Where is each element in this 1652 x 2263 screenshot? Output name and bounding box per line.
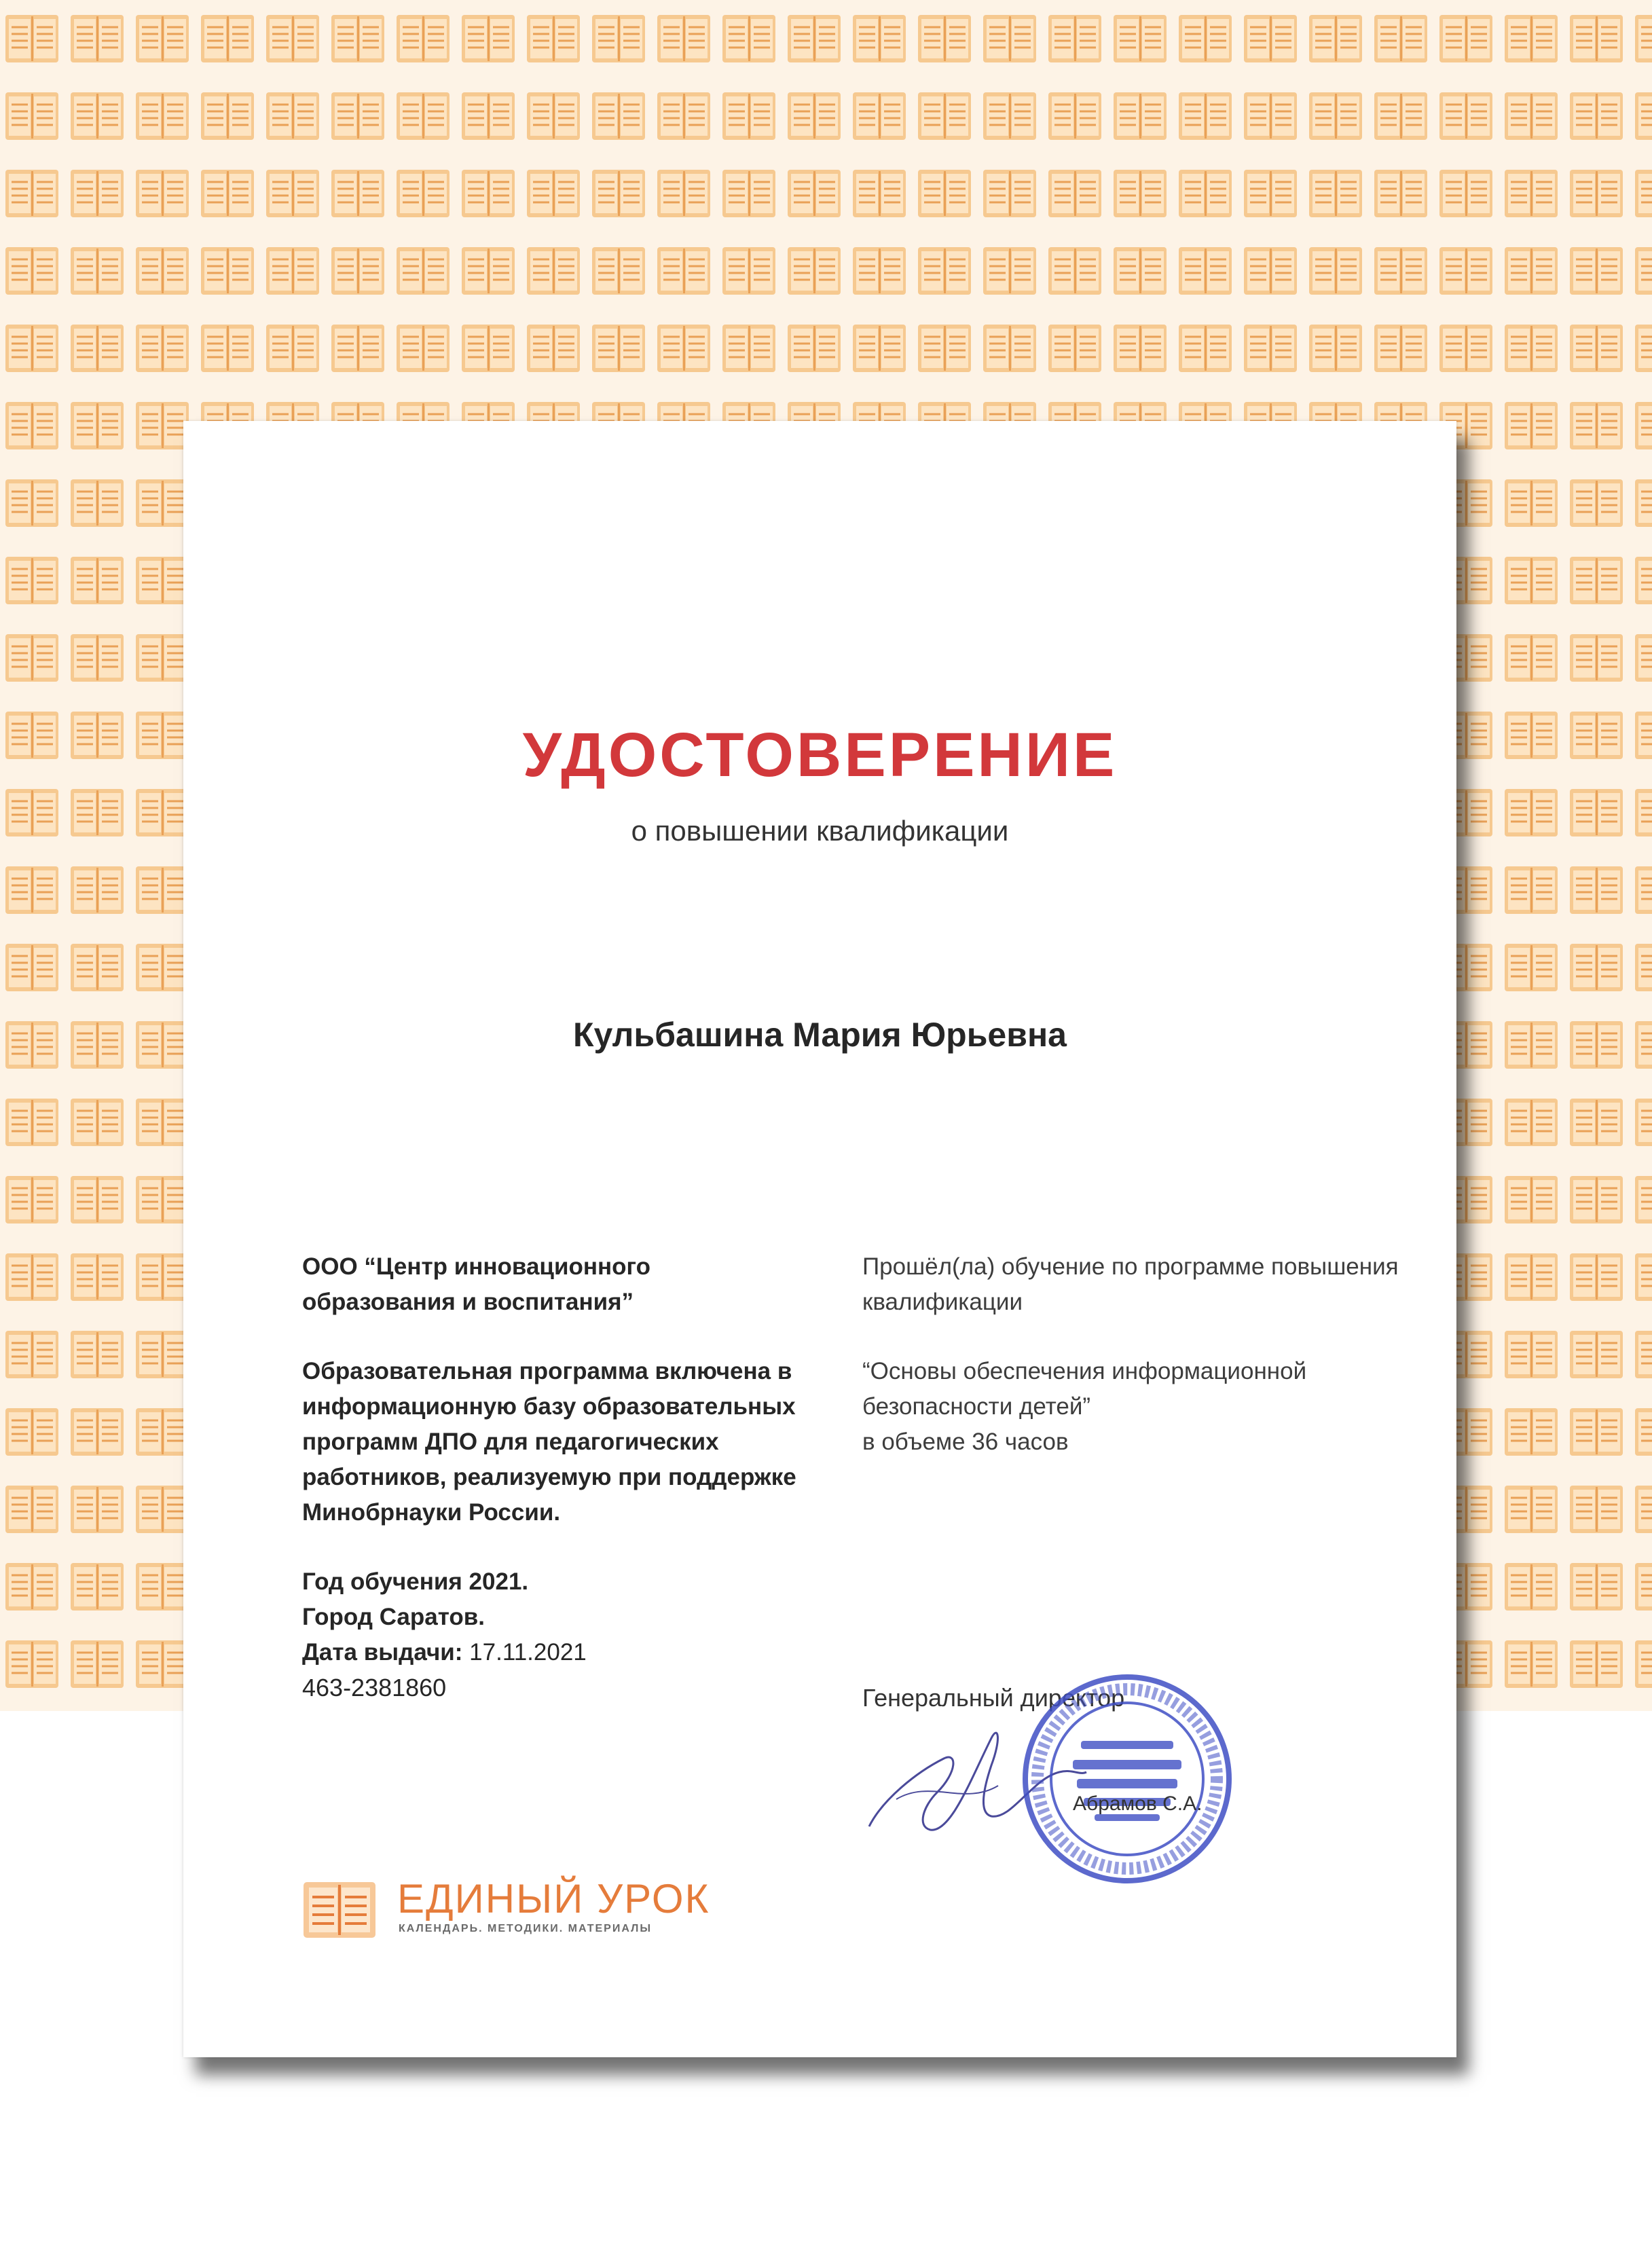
- logo-tagline: КАЛЕНДАРЬ. МЕТОДИКИ. МАТЕРИАЛЫ: [399, 1923, 652, 1934]
- book-logo-icon: [302, 1881, 377, 1939]
- recipient-name: Кульбашина Мария Юрьевна: [573, 1016, 1067, 1054]
- right-column: [862, 1249, 1419, 1460]
- issue-date-label: Дата выдачи:: [302, 1639, 463, 1666]
- organization-name: ООО “Центр инновационного образования и воспитания”: [302, 1253, 651, 1315]
- completed-text: Прошёл(ла) обучение по программе повышения квалификации: [862, 1253, 1399, 1315]
- issue-date-value: 17.11.2021: [462, 1639, 587, 1666]
- program-info: Образовательная программа включена в информационную базу образовательных программ ДПО для педагогических работников, реализуемую при поддержке Минобрнауки России.: [302, 1358, 796, 1526]
- year-line: Год обучения 2021.: [302, 1568, 529, 1595]
- signature-area: [856, 1670, 1290, 1894]
- city-line: Город Саратов.: [302, 1604, 485, 1630]
- certificate-subtitle: о повышении квалификации: [631, 815, 1009, 847]
- program-name: “Основы обеспечения информационной безопасности детей”: [862, 1358, 1307, 1420]
- certificate-title: УДОСТОВЕРЕНИЕ: [522, 720, 1118, 790]
- stamp: [1018, 1670, 1236, 1888]
- edinyi-urok-logo: [302, 1874, 777, 1942]
- issue-date-line: [302, 1635, 805, 1670]
- registration-number: 463-2381860: [302, 1674, 447, 1701]
- left-column: [302, 1249, 805, 1706]
- signatory-name: Абрамов С.А.: [1073, 1792, 1203, 1815]
- program-hours: в объеме 36 часов: [862, 1429, 1069, 1455]
- signatory-position: Генеральный директор: [862, 1684, 1125, 1712]
- dates-block: [302, 1564, 805, 1670]
- certificate-sheet: [183, 421, 1456, 2057]
- logo-name: ЕДИНЫЙ УРОК: [397, 1876, 710, 1921]
